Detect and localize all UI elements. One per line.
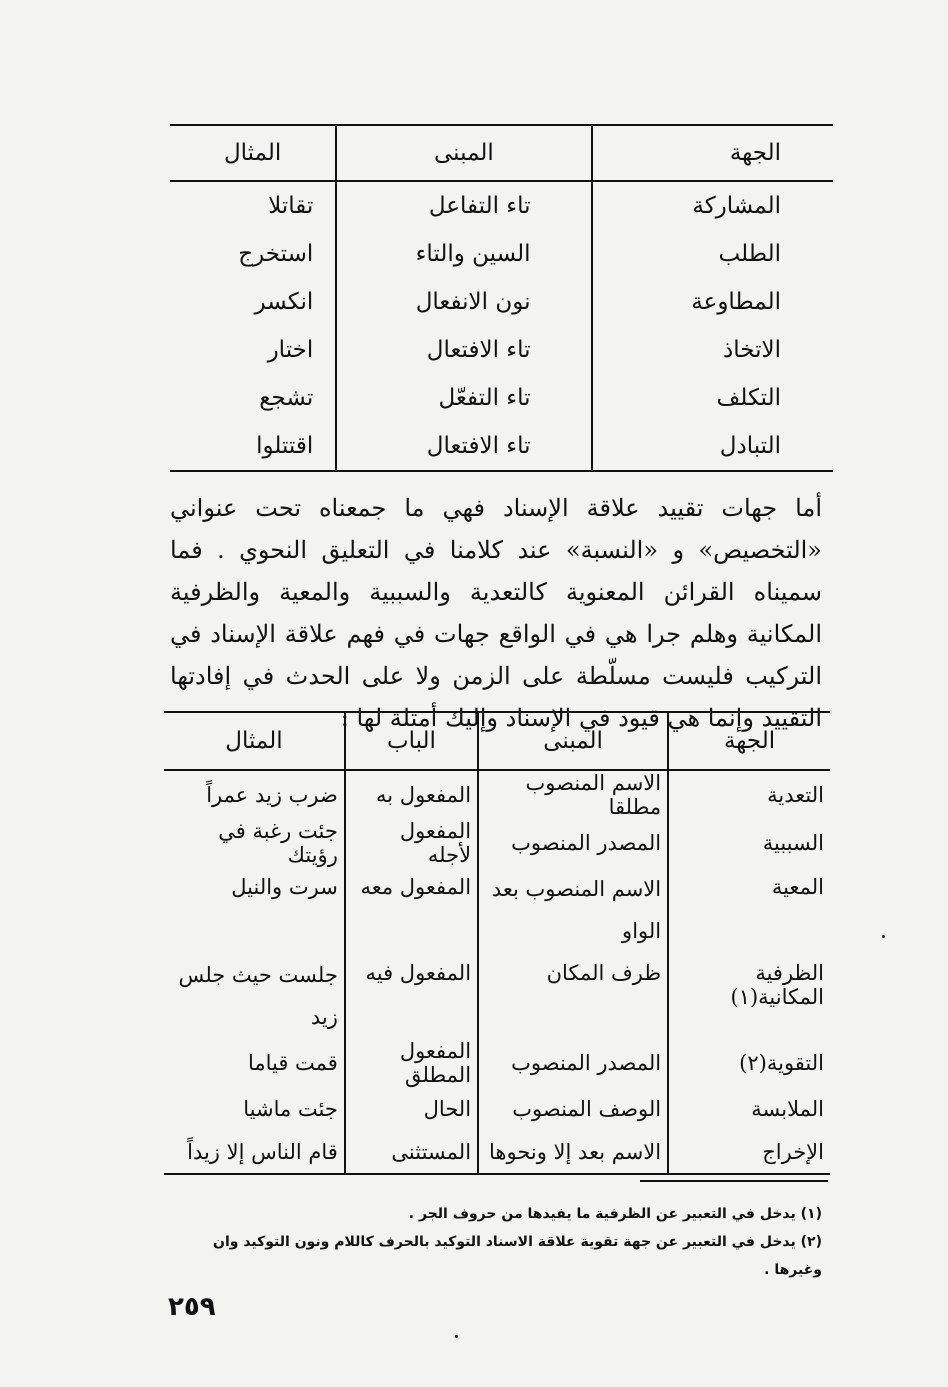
table-row: [164, 819, 830, 867]
cell-chapter: المستثنى: [345, 1130, 478, 1174]
cell-direction: الملابسة: [668, 1087, 830, 1130]
scan-speck: [882, 935, 885, 938]
cell-direction: الطلب: [592, 230, 833, 278]
footnote-rule: [640, 1180, 828, 1182]
cell-example: انكسر: [254, 289, 314, 315]
header-example: المثال: [170, 125, 336, 181]
cell-example: جئت ماشيا: [243, 1096, 338, 1121]
cell-form: ظرف المكان: [478, 953, 668, 1039]
cell-form: نون الانفعال: [336, 278, 591, 326]
cell-form: الاسم بعد إلا ونحوها: [478, 1130, 668, 1174]
page-number: ٢٥٩: [168, 1292, 216, 1322]
table-row: [164, 1130, 830, 1174]
header-form: المبنى: [478, 712, 668, 770]
affixes-table: [170, 124, 833, 472]
cell-direction: الاتخاذ: [592, 326, 833, 374]
cell-form: المصدر المنصوب: [478, 819, 668, 867]
table-row: [170, 374, 833, 422]
table-row: [164, 867, 830, 953]
footnote-1: (١) يدخل في التعبير عن الظرفية ما يفيدها من حروف الجر .: [408, 1206, 822, 1222]
cell-direction: المشاركة: [592, 181, 833, 230]
cell-form: السين والتاء: [336, 230, 591, 278]
body-paragraph: أما جهات تقييد علاقة الإسناد فهي ما جمعناه تحت عنواني «التخصيص» و «النسبة» عند كلامنا في التعليق النحوي . فما سميناه القرائن المعنوية كالتعدية والسببية والمعية والظرفية المكانية وهلم جرا هي في الواقع جهات في فهم علاقة الإسناد في التركيب فليست مسلّطة على الزمن ولا على الحدث في إفادتها التقييد وإنما هي قيود في الإسناد وإليك أمثلة لها :: [170, 494, 822, 732]
cell-chapter: المفعول لأجله: [345, 819, 478, 867]
cell-direction: التعدية: [668, 770, 830, 819]
cell-form: تاء التفعّل: [336, 374, 591, 422]
cell-example: ضرب زيد عمراً: [206, 783, 338, 807]
cell-example: سرت والنيل: [231, 875, 338, 899]
cell-chapter: المفعول المطلق: [345, 1039, 478, 1087]
table-row: [170, 326, 833, 374]
cell-direction: السببية: [668, 819, 830, 867]
restrictions-table: [164, 711, 830, 1175]
cell-direction: الإخراج: [668, 1130, 830, 1174]
cell-chapter: الحال: [345, 1087, 478, 1130]
table-header-row: [170, 125, 833, 181]
table-row: [164, 1087, 830, 1130]
table-row: [164, 953, 830, 1039]
table-row: [170, 230, 833, 278]
header-direction: الجهة: [668, 712, 830, 770]
cell-example: جئت رغبة في رؤيتك: [218, 819, 338, 867]
cell-chapter: المفعول فيه: [345, 953, 478, 1039]
cell-direction: التقوية(٢): [668, 1039, 830, 1087]
table-row: [170, 278, 833, 326]
header-form: المبنى: [336, 125, 591, 181]
cell-form: المصدر المنصوب: [478, 1039, 668, 1087]
cell-form: الاسم المنصوب بعد الواو: [478, 867, 668, 953]
cell-example: قمت قياما: [247, 1051, 338, 1075]
cell-form: تاء التفاعل: [336, 181, 591, 230]
scan-speck: [455, 1335, 458, 1338]
cell-form: تاء الافتعال: [336, 326, 591, 374]
header-example: المثال: [164, 712, 345, 770]
table-row: [164, 770, 830, 819]
cell-example: اختار: [267, 337, 314, 363]
cell-form: الوصف المنصوب: [478, 1087, 668, 1130]
header-direction: الجهة: [592, 125, 833, 181]
cell-direction: المطاوعة: [592, 278, 833, 326]
header-chapter: الباب: [345, 712, 478, 770]
cell-direction: الظرفية المكانية(١): [668, 953, 830, 1039]
cell-example: اقتتلوا: [256, 433, 314, 459]
cell-direction: التكلف: [592, 374, 833, 422]
cell-form: تاء الافتعال: [336, 422, 591, 471]
footnote-2: (٢) يدخل في التعبير عن جهة تقوية علاقة الاسناد التوكيد بالحرف كاللام ونون التوكيد وان وغيرها .: [213, 1234, 822, 1278]
cell-form: الاسم المنصوب مطلقا: [478, 770, 668, 819]
table-row: [170, 422, 833, 471]
table-header-row: [164, 712, 830, 770]
cell-example: تقاتلا: [268, 193, 314, 219]
cell-example: جلست حيث جلس زيد: [178, 963, 338, 1029]
table-row: [164, 1039, 830, 1087]
cell-example: قام الناس إلا زيداً: [187, 1139, 338, 1164]
footnotes: [172, 1200, 822, 1284]
cell-chapter: المفعول به: [345, 770, 478, 819]
cell-example: تشجع: [259, 385, 314, 411]
cell-example: استخرج: [238, 241, 314, 267]
cell-direction: المعية: [668, 867, 830, 953]
cell-chapter: المفعول معه: [345, 867, 478, 953]
table-row: [170, 181, 833, 230]
cell-direction: التبادل: [592, 422, 833, 471]
